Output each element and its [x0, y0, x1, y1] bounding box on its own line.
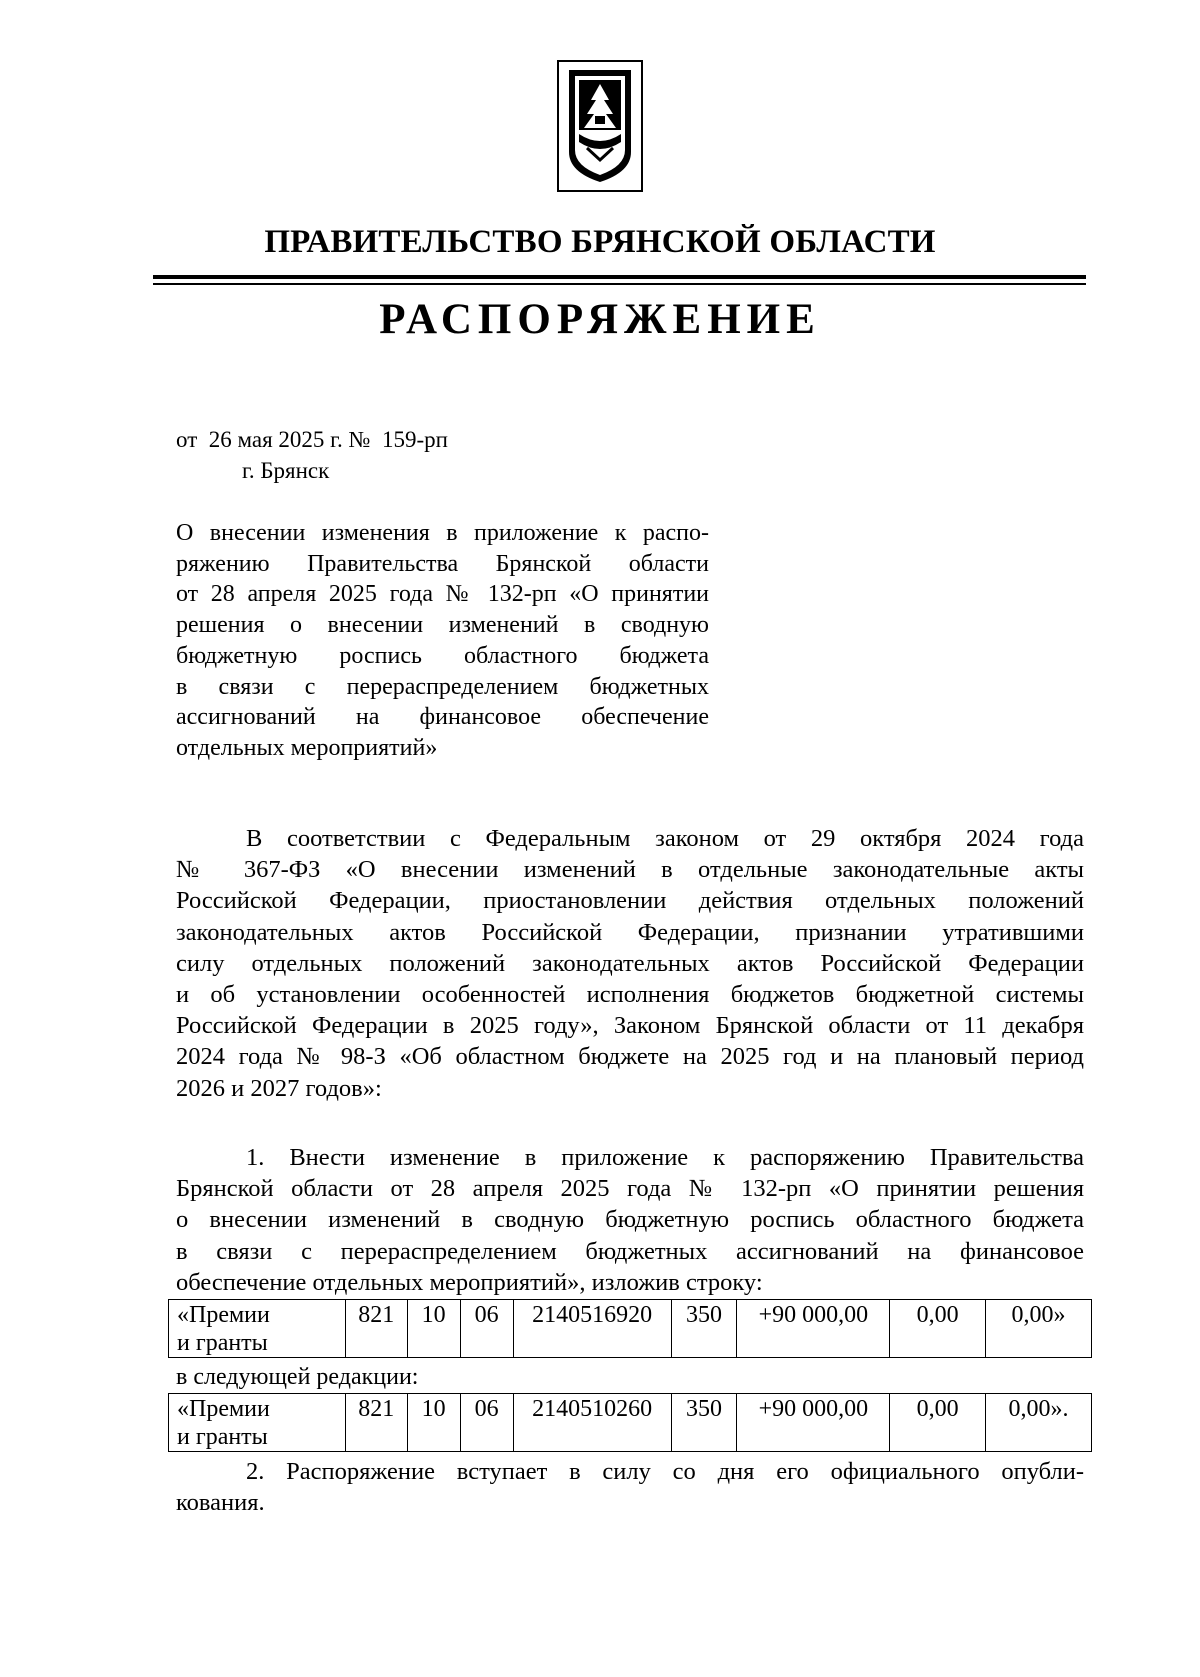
row-name-line2: и гранты	[177, 1424, 268, 1450]
row-name-line1: «Премии	[177, 1302, 270, 1328]
preamble-line: силу отдельных положений законодательных актов Российской Федерации	[176, 949, 1084, 977]
item-1-paragraph	[176, 1142, 1084, 1298]
section-code-cell: 10	[407, 1394, 460, 1452]
item-1-line: о внесении изменений в сводную бюджетную роспись областного бюджета	[176, 1206, 1084, 1234]
item-2-line: 2. Распоряжение вступает в силу со дня его официального опубли-	[246, 1458, 1084, 1485]
amount-2026-cell: 0,00	[890, 1300, 986, 1358]
subject-line: ряжению Правительства Брянской области	[176, 550, 709, 577]
item-2-paragraph	[176, 1456, 1084, 1518]
row-name-line1: «Премии	[177, 1396, 270, 1422]
subject-line: от 28 апреля 2025 года № 132-рп «О принятии	[176, 581, 709, 608]
subsection-code-cell: 06	[460, 1300, 513, 1358]
preamble-line: № 367-ФЗ «О внесении изменений в отдельные законодательные акты	[176, 856, 1084, 884]
target-article-cell: 2140516920	[513, 1300, 671, 1358]
preamble-line: Российской Федерации в 2025 году», Законом Брянской области от 11 декабря	[176, 1012, 1084, 1040]
expense-type-cell: 350	[671, 1300, 737, 1358]
preamble-line: 2024 года № 98-З «Об областном бюджете на 2025 год и на плановый период	[176, 1043, 1084, 1071]
preamble-line: В соответствии с Федеральным законом от 29 октября 2024 года	[246, 825, 1084, 852]
header-rule-thin	[153, 283, 1086, 285]
row-name-line2: и гранты	[177, 1330, 268, 1356]
item-2-line: кования.	[176, 1489, 265, 1517]
amount-2025-cell: +90 000,00	[737, 1300, 890, 1358]
target-article-cell: 2140510260	[513, 1394, 671, 1452]
header-rule-thick	[153, 275, 1086, 279]
subject-line: бюджетную роспись областного бюджета	[176, 642, 709, 669]
city: г. Брянск	[242, 458, 330, 483]
coat-of-arms-icon	[557, 60, 643, 192]
section-code-cell: 10	[407, 1300, 460, 1358]
preamble-paragraph	[176, 823, 1084, 1104]
new-edition-label: в следующей редакции:	[176, 1364, 419, 1390]
row-name-cell	[169, 1394, 346, 1452]
preamble-line: 2026 и 2027 годов»:	[176, 1074, 382, 1102]
subject-line: решения о внесении изменений в сводную	[176, 612, 709, 639]
amount-2027-cell: 0,00».	[986, 1394, 1092, 1452]
subsection-code-cell: 06	[460, 1394, 513, 1452]
preamble-line: законодательных актов Российской Федерации, признании утратившими	[176, 918, 1084, 946]
old-budget-row-table	[168, 1299, 1092, 1358]
new-budget-row-table	[168, 1393, 1092, 1452]
table-row	[169, 1394, 1092, 1452]
document-type: РАСПОРЯЖЕНИЕ	[379, 296, 821, 343]
expense-type-cell: 350	[671, 1394, 737, 1452]
preamble-line: и об установлении особенностей исполнения бюджетов бюджетной системы	[176, 981, 1084, 1009]
subject-line: в связи с перераспределением бюджетных	[176, 673, 709, 700]
item-1-line: 1. Внести изменение в приложение к распоряжению Правительства	[246, 1144, 1084, 1171]
item-1-line: Брянской области от 28 апреля 2025 года № 132-рп «О принятии решения	[176, 1175, 1084, 1203]
amount-2027-cell: 0,00»	[986, 1300, 1092, 1358]
item-1-line: обеспечение отдельных мероприятий», изложив строку:	[176, 1268, 763, 1296]
subject-line: отдельных мероприятий»	[176, 734, 438, 761]
ministry-code-cell: 821	[345, 1394, 407, 1452]
document-subject	[176, 518, 709, 764]
subject-line: ассигнований на финансовое обеспечение	[176, 704, 709, 731]
row-name-cell	[169, 1300, 346, 1358]
date-and-number: от 26 мая 2025 г. № 159-рп	[176, 427, 448, 452]
ministry-code-cell: 821	[345, 1300, 407, 1358]
amount-2025-cell: +90 000,00	[737, 1394, 890, 1452]
preamble-line: Российской Федерации, приостановлении действия отдельных положений	[176, 887, 1084, 915]
government-title: ПРАВИТЕЛЬСТВО БРЯНСКОЙ ОБЛАСТИ	[264, 224, 936, 260]
amount-2026-cell: 0,00	[890, 1394, 986, 1452]
item-1-line: в связи с перераспределением бюджетных ассигнований на финансовое	[176, 1237, 1084, 1265]
table-row	[169, 1300, 1092, 1358]
subject-line: О внесении изменения в приложение к распо-	[176, 520, 709, 546]
